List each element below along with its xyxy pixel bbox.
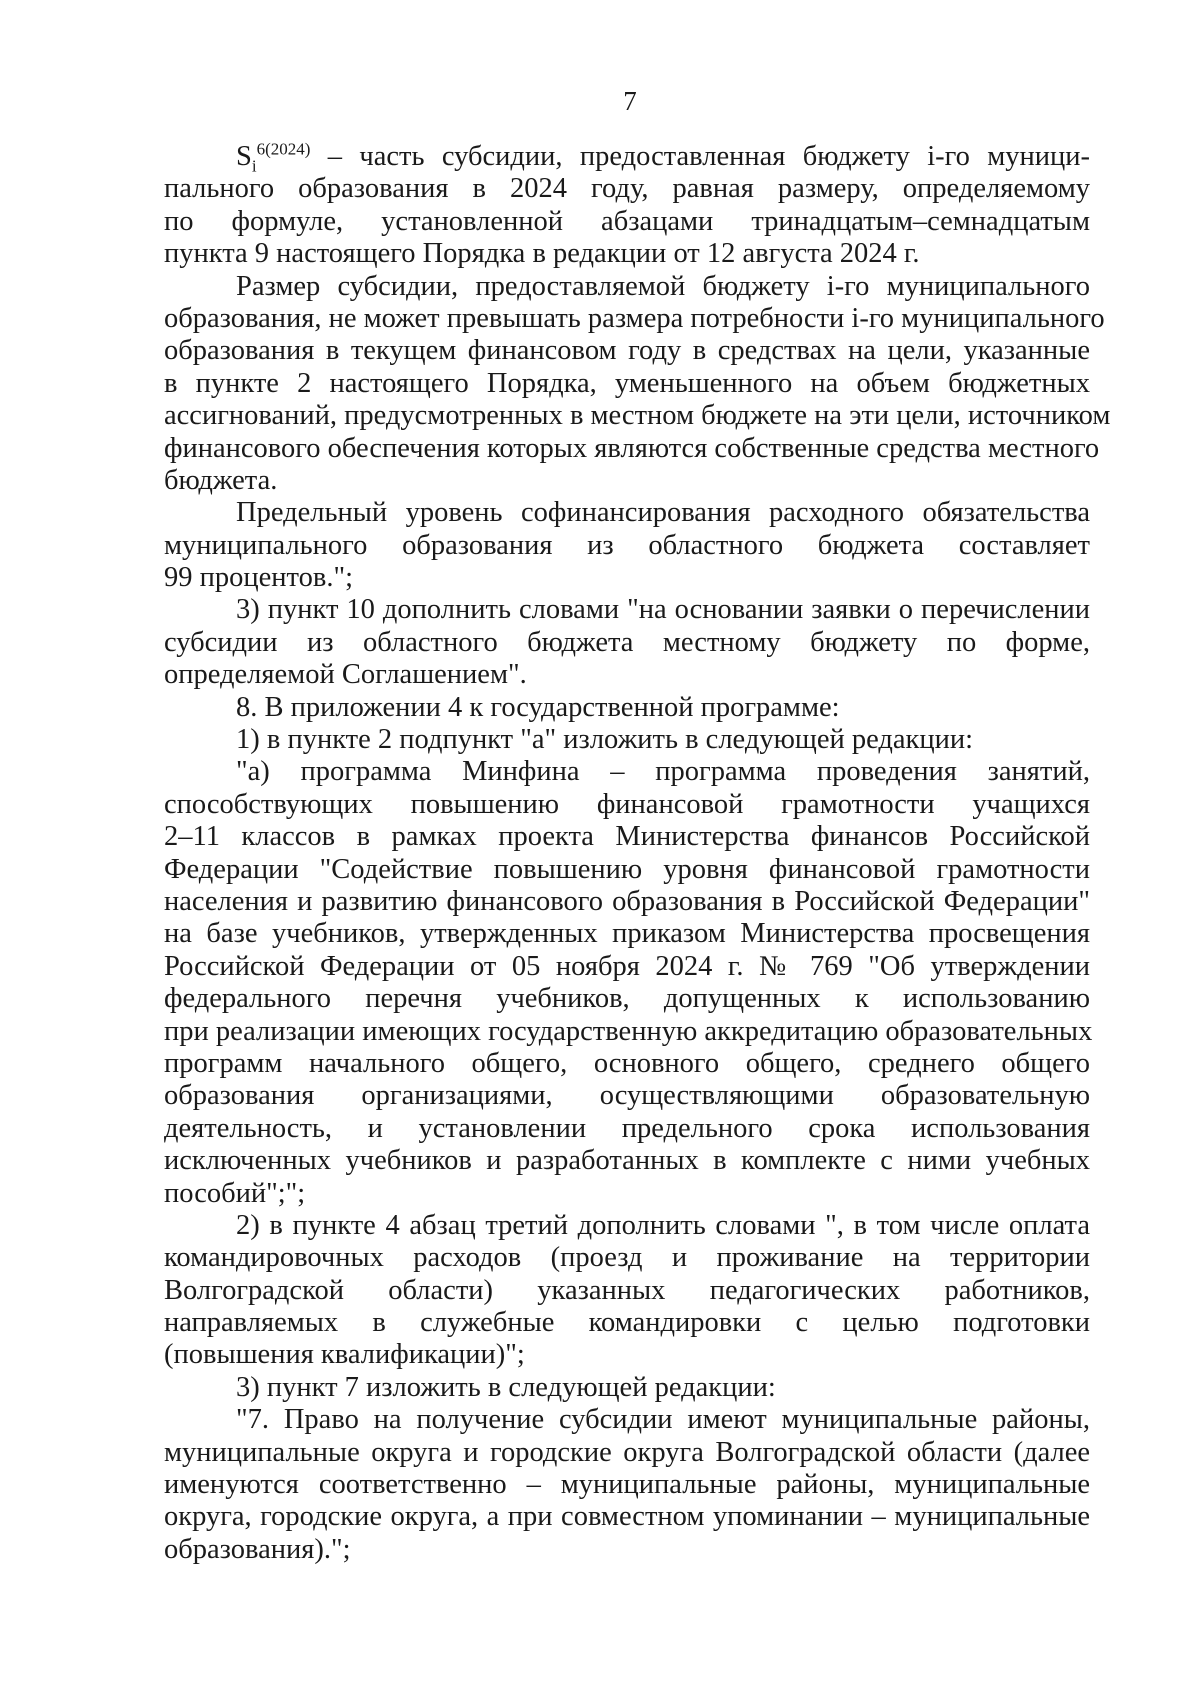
- paragraph-line: Российской Федерации от 05 ноября 2024 г. № 769 "Об утверждении: [164, 950, 1090, 982]
- paragraph-line: способствующих повышению финансовой грамотности учащихся: [164, 788, 1090, 820]
- paragraph-line: при реализации имеющих государственную аккредитацию образовательных: [164, 1015, 1093, 1047]
- document-body: [164, 139, 1111, 1566]
- paragraph-line: образования в текущем финансовом году в средствах на цели, указанные: [164, 335, 1090, 367]
- paragraph-line: финансового обеспечения которых являются собственные средства местного: [164, 432, 1100, 464]
- paragraph-line: Предельный уровень софинансирования расходного обязательства: [236, 497, 1090, 529]
- paragraph-line: муниципального образования из областного бюджета составляет: [164, 529, 1090, 561]
- formula-symbol: $S_i^{6(2024)}$: [236, 139, 311, 176]
- paragraph-line: 2–11 классов в рамках проекта Министерства финансов Российской: [164, 821, 1090, 853]
- paragraph-line: программ начального общего, основного общего, среднего общего: [164, 1047, 1090, 1079]
- paragraph-line: населения и развитию финансового образования в Российской Федерации": [164, 885, 1090, 917]
- paragraph-line: по формуле, установленной абзацами тринадцатым–семнадцатым: [164, 205, 1090, 237]
- paragraph-line: муниципальные округа и городские округа Волгоградской области (далее: [164, 1436, 1090, 1468]
- paragraph-line: исключенных учебников и разработанных в комплекте с ними учебных: [164, 1145, 1090, 1177]
- paragraph-line: именуются соответственно – муниципальные районы, муниципальные: [164, 1469, 1090, 1501]
- paragraph-line: 3) пункт 10 дополнить словами "на основании заявки о перечислении: [236, 594, 1090, 626]
- paragraph-line: "7. Право на получение субсидии имеют муниципальные районы,: [236, 1404, 1090, 1436]
- paragraph-line: командировочных расходов (проезд и проживание на территории: [164, 1242, 1090, 1274]
- paragraph-line: федерального перечня учебников, допущенных к использованию: [164, 983, 1090, 1015]
- paragraph-line: образования организациями, осуществляющими образовательную: [164, 1080, 1090, 1112]
- paragraph-line: пункта 9 настоящего Порядка в редакции от 12 августа 2024 г.: [164, 238, 920, 270]
- paragraph-line: Федерации "Содействие повышению уровня финансовой грамотности: [164, 853, 1090, 885]
- paragraph-line: пособий";";: [164, 1177, 306, 1209]
- paragraph-line: Волгоградской области) указанных педагогических работников,: [164, 1274, 1090, 1306]
- paragraph-line: на базе учебников, утвержденных приказом Министерства просвещения: [164, 918, 1090, 950]
- paragraph-line: пального образования в 2024 году, равная размеру, определяемому: [164, 173, 1090, 205]
- paragraph-line: округа, городские округа, а при совместном упоминании – муниципальные: [164, 1501, 1090, 1533]
- paragraph-line: Размер субсидии, предоставляемой бюджету i-го муниципального: [236, 270, 1090, 302]
- page-number: 7: [623, 86, 637, 116]
- paragraph-line: образования, не может превышать размера потребности i-го муниципального: [164, 302, 1105, 334]
- paragraph-line: ассигнований, предусмотренных в местном бюджете на эти цели, источником: [164, 400, 1111, 432]
- paragraph-line: 1) в пункте 2 подпункт "а" изложить в следующей редакции:: [236, 724, 974, 756]
- paragraph-line: 3) пункт 7 изложить в следующей редакции:: [236, 1371, 776, 1403]
- section-heading: 8. В приложении 4 к государственной программе:: [236, 691, 840, 723]
- paragraph-line: образования).";: [164, 1533, 351, 1565]
- paragraph-line: 99 процентов.";: [164, 562, 353, 594]
- paragraph-line: (повышения квалификации)";: [164, 1339, 525, 1371]
- paragraph-line: в пункте 2 настоящего Порядка, уменьшенного на объем бюджетных: [164, 367, 1090, 399]
- paragraph-line: определяемой Соглашением".: [164, 659, 527, 691]
- paragraph-line: направляемых в служебные командировки с целью подготовки: [164, 1307, 1090, 1339]
- paragraph-line: 2) в пункте 4 абзац третий дополнить словами ", в том числе оплата: [236, 1209, 1090, 1241]
- paragraph-line: деятельность, и установлении предельного срока использования: [164, 1112, 1090, 1144]
- paragraph-line: "а) программа Минфина – программа проведения занятий,: [236, 756, 1090, 788]
- paragraph-line: бюджета.: [164, 464, 278, 496]
- paragraph-line: $S_i^{6(2024)}$ – часть субсидии, предоставленная бюджету i-го муници-: [236, 139, 1091, 176]
- paragraph-line: субсидии из областного бюджета местному бюджету по форме,: [164, 626, 1090, 658]
